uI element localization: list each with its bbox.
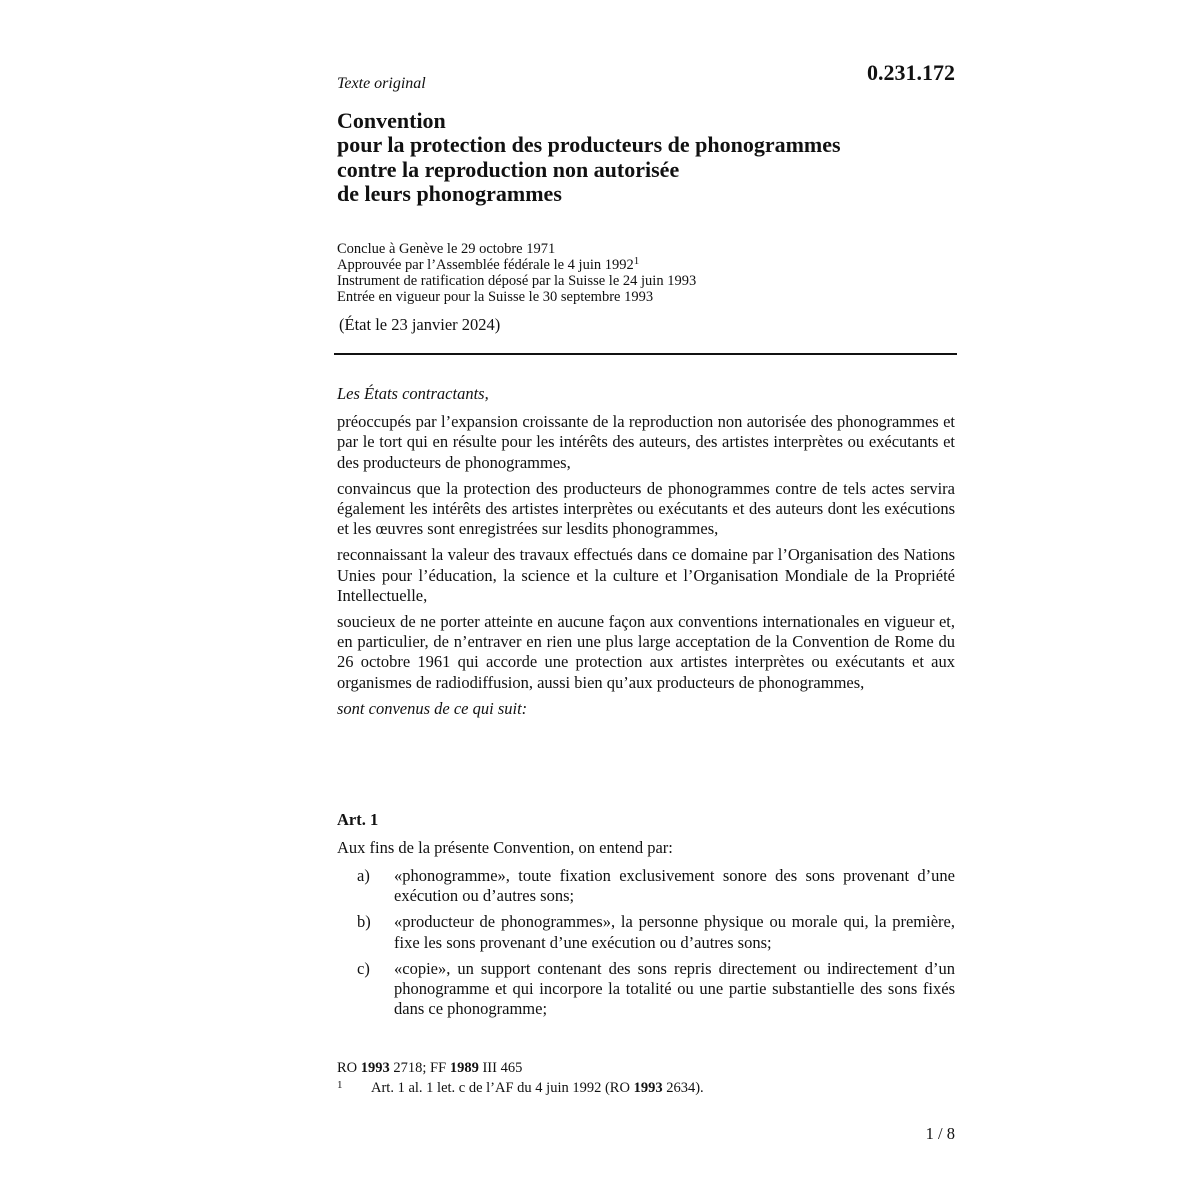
ro-year: 1993 bbox=[360, 1060, 390, 1076]
source-reference bbox=[337, 1058, 955, 1078]
list-item-text: «phonogramme», toute fixation exclusivement sonore des sons provenant d’une exécution ou d’autres sons; bbox=[394, 866, 955, 906]
meta-entry-into-force: Entrée en vigueur pour la Suisse le 30 septembre 1993 bbox=[337, 289, 654, 305]
list-item-letter: a) bbox=[357, 866, 370, 885]
footnote-number: 1 bbox=[337, 1079, 343, 1091]
state-date: (État le 23 janvier 2024) bbox=[339, 315, 501, 334]
ff-year: 1989 bbox=[449, 1060, 479, 1076]
header-divider bbox=[334, 353, 957, 355]
ff-ref: III 465 bbox=[482, 1060, 523, 1076]
title-line: de leurs phonogrammes bbox=[337, 180, 562, 206]
preamble-lead: Les États contractants, bbox=[337, 384, 489, 403]
preamble-paragraph: soucieux de ne porter atteinte en aucune façon aux conventions internationales en vigueur et, en particulier, de n’entraver en rien une plus large acceptation de la Convention de Rome du 26 octobre 1961 qui accorde une protection aux artistes interprètes ou exécutants et aux organismes de radiodiffusion, aussi bien qu’aux producteurs de phonogrammes, bbox=[337, 612, 955, 692]
meta-concluded: Conclue à Genève le 29 octobre 1971 bbox=[337, 241, 556, 257]
preamble-paragraph: convaincus que la protection des producteurs de phonogrammes contre de tels actes servira également les intérêts des artistes interprètes ou exécutants et des auteurs dont les exécutions et les œuvres sont enregistrées sur lesdits phonogrammes, bbox=[337, 478, 955, 539]
list-item-letter: c) bbox=[357, 958, 370, 978]
list-item bbox=[337, 912, 955, 952]
title-line: Convention bbox=[337, 108, 446, 133]
list-item bbox=[337, 866, 955, 906]
title-line: contre la reproduction non autorisée bbox=[337, 156, 680, 182]
ro-prefix: RO bbox=[337, 1060, 358, 1076]
list-item-letter: b) bbox=[357, 912, 371, 932]
document-number: 0.231.172 bbox=[867, 60, 955, 85]
article-1-title: Art. 1 bbox=[337, 810, 379, 829]
preamble bbox=[337, 384, 955, 725]
meta-approved: Approuvée par l’Assemblée fédérale le 4 juin 1992 bbox=[337, 257, 634, 273]
footnote-ref[interactable]: 1 bbox=[633, 255, 640, 267]
original-text-label: Texte original bbox=[337, 75, 426, 92]
title-line: pour la protection des producteurs de phonogrammes bbox=[337, 132, 841, 158]
definition-list bbox=[337, 866, 955, 1025]
list-item-text: «copie», un support contenant des sons repris directement ou indirectement d’un phonogramme et qui incorpore la totalité ou une partie substantielle des sons fixés dans ce phonogramme; bbox=[394, 958, 955, 1019]
document-page bbox=[337, 0, 955, 1200]
footnote-text-end: 2634). bbox=[666, 1080, 704, 1096]
footnotes bbox=[337, 1058, 955, 1098]
footnote-year: 1993 bbox=[633, 1080, 663, 1096]
footnote-text: Art. 1 al. 1 let. c de l’AF du 4 juin 1992 (RO bbox=[371, 1080, 630, 1096]
article-1-intro: Aux fins de la présente Convention, on entend par: bbox=[337, 838, 673, 857]
meta-approved-line bbox=[337, 257, 696, 273]
preamble-paragraph: préoccupés par l’expansion croissante de la reproduction non autorisée des phonogrammes et par le tort qui en résulte pour les intérêts des auteurs, des artistes interprètes ou exécutants et des producteurs de phonogrammes, bbox=[337, 412, 955, 472]
document-title bbox=[337, 109, 955, 206]
preamble-paragraph: reconnaissant la valeur des travaux effectués dans ce domaine par l’Organisation des Nations Unies pour l’éducation, la science et la culture et l’Organisation Mondiale de la Propriété Intellectuelle, bbox=[337, 545, 955, 605]
list-item bbox=[337, 959, 955, 1020]
meta-ratification: Instrument de ratification déposé par la Suisse le 24 juin 1993 bbox=[337, 273, 697, 289]
document-metadata bbox=[337, 241, 696, 305]
preamble-closing: sont convenus de ce qui suit: bbox=[337, 698, 528, 718]
ro-page: 2718; FF bbox=[393, 1060, 447, 1076]
footnote-1 bbox=[337, 1078, 955, 1098]
list-item-text: «producteur de phonogrammes», la personne physique ou morale qui, la première, fixe les sons provenant d’une exécution ou d’autres sons; bbox=[394, 912, 955, 952]
page-number: 1 / 8 bbox=[925, 1124, 955, 1143]
